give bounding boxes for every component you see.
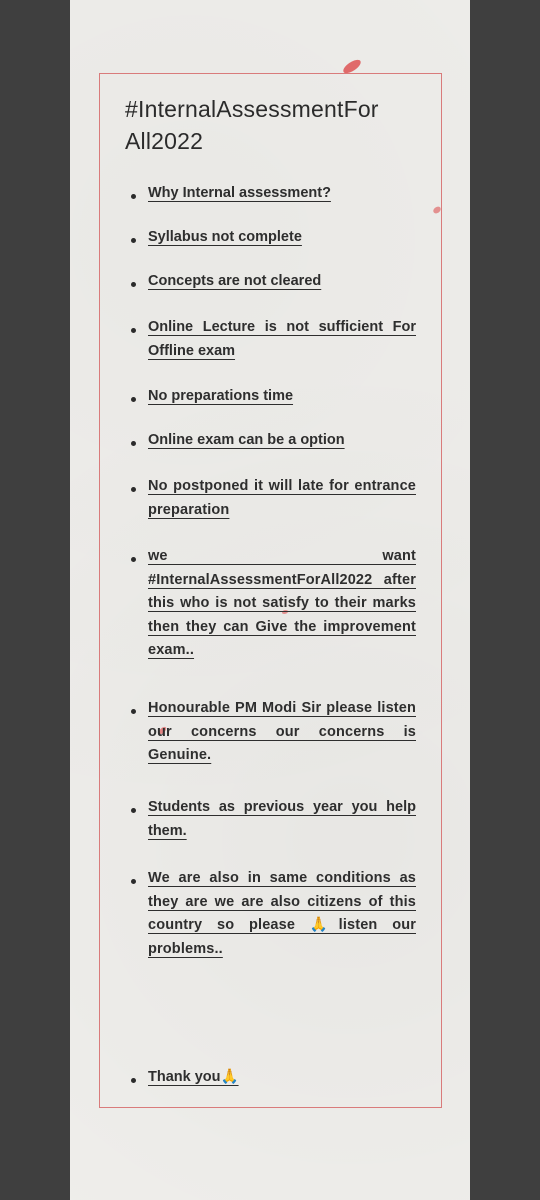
list-item-text: We are also in same conditions as they are we are also citizens of this country so please 🙏listen our problems..	[148, 870, 416, 957]
bullet-icon	[131, 194, 136, 199]
right-dark-margin	[470, 0, 540, 1200]
list-item-text: we want #InternalAssessmentForAll2022 after this who is not satisfy to their marks then they can Give the improvement exam..	[148, 548, 416, 658]
list-item-text: Online Lecture is not sufficient For Offline exam	[148, 319, 416, 359]
bullet-icon	[131, 1078, 136, 1083]
list-item-text: No preparations time	[148, 388, 294, 404]
bullet-icon	[131, 282, 136, 287]
bullet-icon	[131, 441, 136, 446]
list-item-text: Honourable PM Modi Sir please listen our concerns our concerns is Genuine.	[148, 700, 416, 763]
list-item-text: Students as previous year you help them.	[148, 799, 416, 839]
bullet-icon	[131, 879, 136, 884]
list-item-text: Thank you🙏	[148, 1069, 239, 1085]
list-item-text: No postponed it will late for entrance preparation	[148, 478, 416, 518]
left-dark-margin	[0, 0, 70, 1200]
bullet-icon	[131, 557, 136, 562]
list-item-text: Online exam can be a option	[148, 432, 345, 448]
page-title: #InternalAssessmentFor All2022	[125, 96, 379, 154]
bullet-icon	[131, 238, 136, 243]
list-item-text: Why Internal assessment?	[148, 185, 331, 201]
bullet-icon	[131, 397, 136, 402]
bullet-icon	[131, 328, 136, 333]
bullet-icon	[131, 487, 136, 492]
list-item-text: Syllabus not complete	[148, 229, 302, 245]
list-item-text: Concepts are not cleared	[148, 273, 322, 289]
bullet-icon	[131, 709, 136, 714]
bullet-icon	[131, 808, 136, 813]
